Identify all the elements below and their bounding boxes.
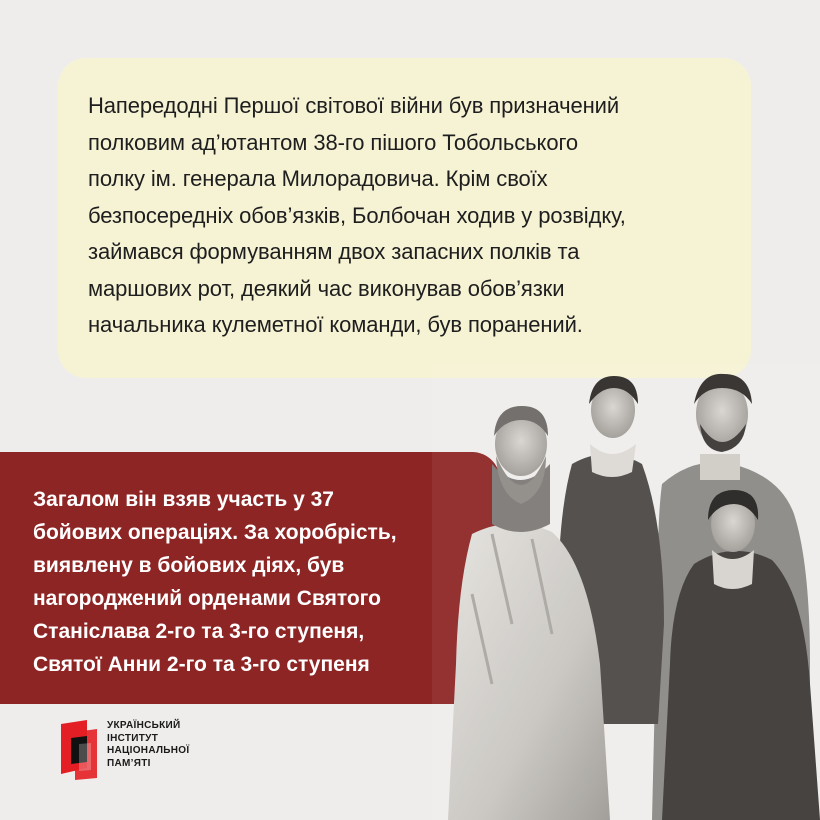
logo-mark-icon (57, 718, 103, 780)
red-banner (0, 452, 500, 704)
card-text: Напередодні Першої світової війни був призначений полковим ад’ютантом 38-го пішого Тобольського полку ім. генерала Милорадовича. Крім своїх безпосередніх обов’язків, Болбочан ходив у розвідку, займався формуванням двох запасних полків та маршових рот, деякий час виконував обов’язки начальника кулеметної команди, був поранений. (88, 93, 626, 337)
logo-text: УКРАЇНСЬКИЙ ІНСТИТУТ НАЦІОНАЛЬНОЇ ПАМ’ЯТІ (107, 720, 190, 769)
family-photo (432, 364, 820, 820)
info-card (58, 58, 751, 378)
uinp-logo (57, 718, 257, 782)
banner-text: Загалом він взяв участь у 37 бойових операціях. За хоробрість, виявлену в бойових діях, був нагороджений орденами Святого Станіслава 2-го та 3-го ступеня, Святої Анни 2-го та 3-го ступеня (33, 488, 397, 676)
